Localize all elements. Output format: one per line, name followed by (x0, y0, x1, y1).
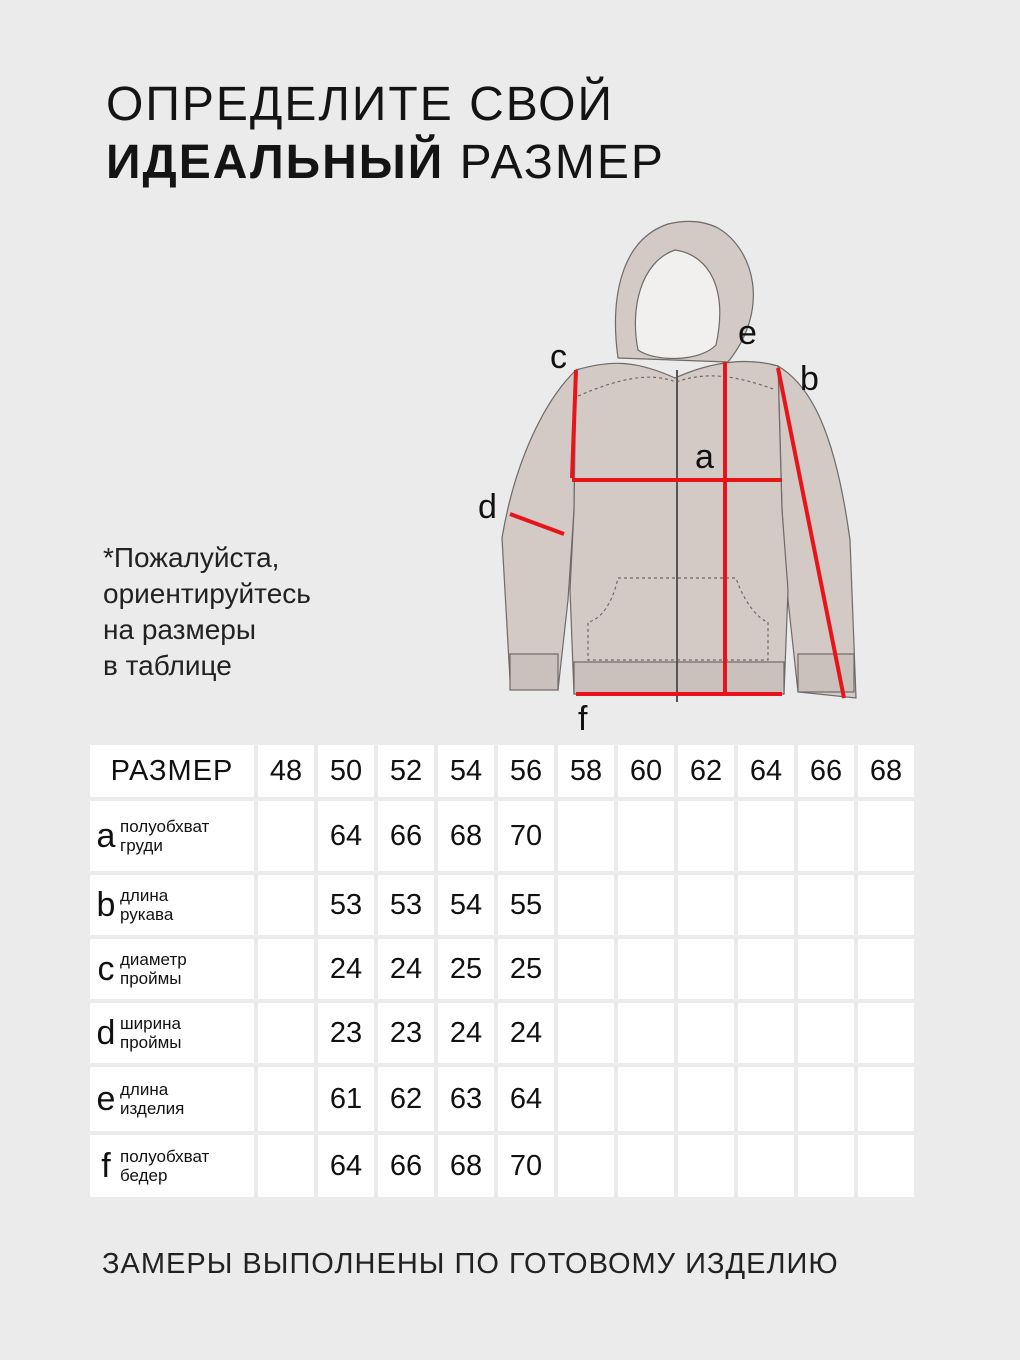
table-cell (618, 1135, 674, 1197)
row-description: ширина проймы (120, 1014, 182, 1052)
table-cell (678, 1135, 734, 1197)
table-cell: 25 (498, 939, 554, 999)
row-description: длина изделия (120, 1080, 185, 1118)
row-description: полуобхват груди (120, 817, 210, 855)
table-cell: 66 (378, 801, 434, 871)
header-size-cell: 56 (498, 745, 554, 797)
table-cell: 61 (318, 1067, 374, 1131)
table-cell: 66 (378, 1135, 434, 1197)
table-cell (798, 1003, 854, 1063)
row-label (90, 801, 254, 871)
label-a: a (695, 438, 714, 476)
hoodie-diagram (470, 210, 870, 730)
table-row (90, 801, 914, 871)
size-table (86, 741, 918, 1201)
table-cell: 24 (318, 939, 374, 999)
table-cell: 55 (498, 875, 554, 935)
table-row (90, 939, 914, 999)
table-cell (258, 1135, 314, 1197)
table-cell (798, 939, 854, 999)
row-description: диаметр проймы (120, 950, 187, 988)
table-cell (858, 939, 914, 999)
row-label (90, 939, 254, 999)
table-cell (558, 1135, 614, 1197)
row-letter: a (96, 816, 116, 855)
row-letter: f (101, 1146, 111, 1185)
table-cell (738, 1135, 794, 1197)
table-cell (738, 939, 794, 999)
sizing-note: *Пожалуйста, ориентируйтесь на размеры в таблице (103, 542, 311, 681)
table-cell (858, 875, 914, 935)
table-cell: 64 (318, 801, 374, 871)
table-cell: 53 (378, 875, 434, 935)
measurement-footnote: ЗАМЕРЫ ВЫПОЛНЕНЫ ПО ГОТОВОМУ ИЗДЕЛИЮ (102, 1248, 839, 1280)
header-size-cell: 52 (378, 745, 434, 797)
page-title (106, 76, 665, 192)
table-row (90, 875, 914, 935)
header-size-cell: 62 (678, 745, 734, 797)
label-b: b (800, 360, 819, 398)
row-letter: b (96, 885, 116, 924)
table-cell (558, 875, 614, 935)
table-cell: 70 (498, 801, 554, 871)
table-cell (258, 801, 314, 871)
title-rest: РАЗМЕР (444, 136, 665, 189)
table-cell: 25 (438, 939, 494, 999)
table-cell (618, 939, 674, 999)
table-row (90, 1067, 914, 1131)
table-cell (558, 801, 614, 871)
table-cell: 24 (438, 1003, 494, 1063)
header-size-cell: 50 (318, 745, 374, 797)
table-cell (678, 801, 734, 871)
table-cell: 68 (438, 801, 494, 871)
title-bold-word: ИДЕАЛЬНЫЙ (106, 136, 445, 189)
table-cell (738, 801, 794, 871)
table-cell (678, 1067, 734, 1131)
table-cell (558, 1067, 614, 1131)
header-size-cell: 66 (798, 745, 854, 797)
table-cell (738, 1003, 794, 1063)
row-label (90, 1003, 254, 1063)
header-size-cell: 64 (738, 745, 794, 797)
table-cell: 24 (498, 1003, 554, 1063)
table-cell (558, 939, 614, 999)
header-size-cell: 54 (438, 745, 494, 797)
row-label (90, 875, 254, 935)
row-letter: c (97, 949, 115, 988)
table-cell (618, 801, 674, 871)
table-cell (678, 1003, 734, 1063)
row-label (90, 1067, 254, 1131)
table-cell: 23 (318, 1003, 374, 1063)
row-description: полуобхват бедер (120, 1147, 210, 1185)
title-line-1: ОПРЕДЕЛИТЕ СВОЙ (106, 78, 614, 131)
hoodie-illustration (502, 221, 856, 702)
table-cell (858, 1003, 914, 1063)
table-header-row (90, 745, 914, 797)
table-cell (738, 875, 794, 935)
table-cell: 64 (318, 1135, 374, 1197)
table-cell: 24 (378, 939, 434, 999)
table-cell (798, 1067, 854, 1131)
table-cell (858, 801, 914, 871)
header-size-cell: 58 (558, 745, 614, 797)
label-f: f (578, 700, 588, 730)
table-cell (258, 1003, 314, 1063)
table-cell (618, 875, 674, 935)
table-cell: 64 (498, 1067, 554, 1131)
table-cell (258, 939, 314, 999)
table-cell (798, 801, 854, 871)
header-size-cell: 60 (618, 745, 674, 797)
table-cell (798, 875, 854, 935)
table-cell (678, 939, 734, 999)
header-size-cell: 68 (858, 745, 914, 797)
table-cell (558, 1003, 614, 1063)
table-cell: 54 (438, 875, 494, 935)
table-cell: 62 (378, 1067, 434, 1131)
table-cell: 68 (438, 1135, 494, 1197)
table-cell (858, 1135, 914, 1197)
table-cell (858, 1067, 914, 1131)
header-size-cell: 48 (258, 745, 314, 797)
row-label (90, 1135, 254, 1197)
table-cell (258, 875, 314, 935)
row-letter: e (96, 1079, 116, 1118)
table-cell (738, 1067, 794, 1131)
table-cell (618, 1003, 674, 1063)
table-cell: 23 (378, 1003, 434, 1063)
table-cell (618, 1067, 674, 1131)
table-cell: 53 (318, 875, 374, 935)
title-line-2 (106, 134, 665, 192)
table-row (90, 1135, 914, 1197)
label-d: d (478, 488, 497, 526)
table-cell (258, 1067, 314, 1131)
row-description: длина рукава (120, 886, 174, 924)
table-cell: 70 (498, 1135, 554, 1197)
row-letter: d (96, 1013, 116, 1052)
table-cell: 63 (438, 1067, 494, 1131)
table-row (90, 1003, 914, 1063)
table-cell (798, 1135, 854, 1197)
label-c: c (550, 338, 567, 376)
table-cell (678, 875, 734, 935)
label-e: e (738, 314, 757, 352)
header-size-label: РАЗМЕР (90, 745, 254, 797)
